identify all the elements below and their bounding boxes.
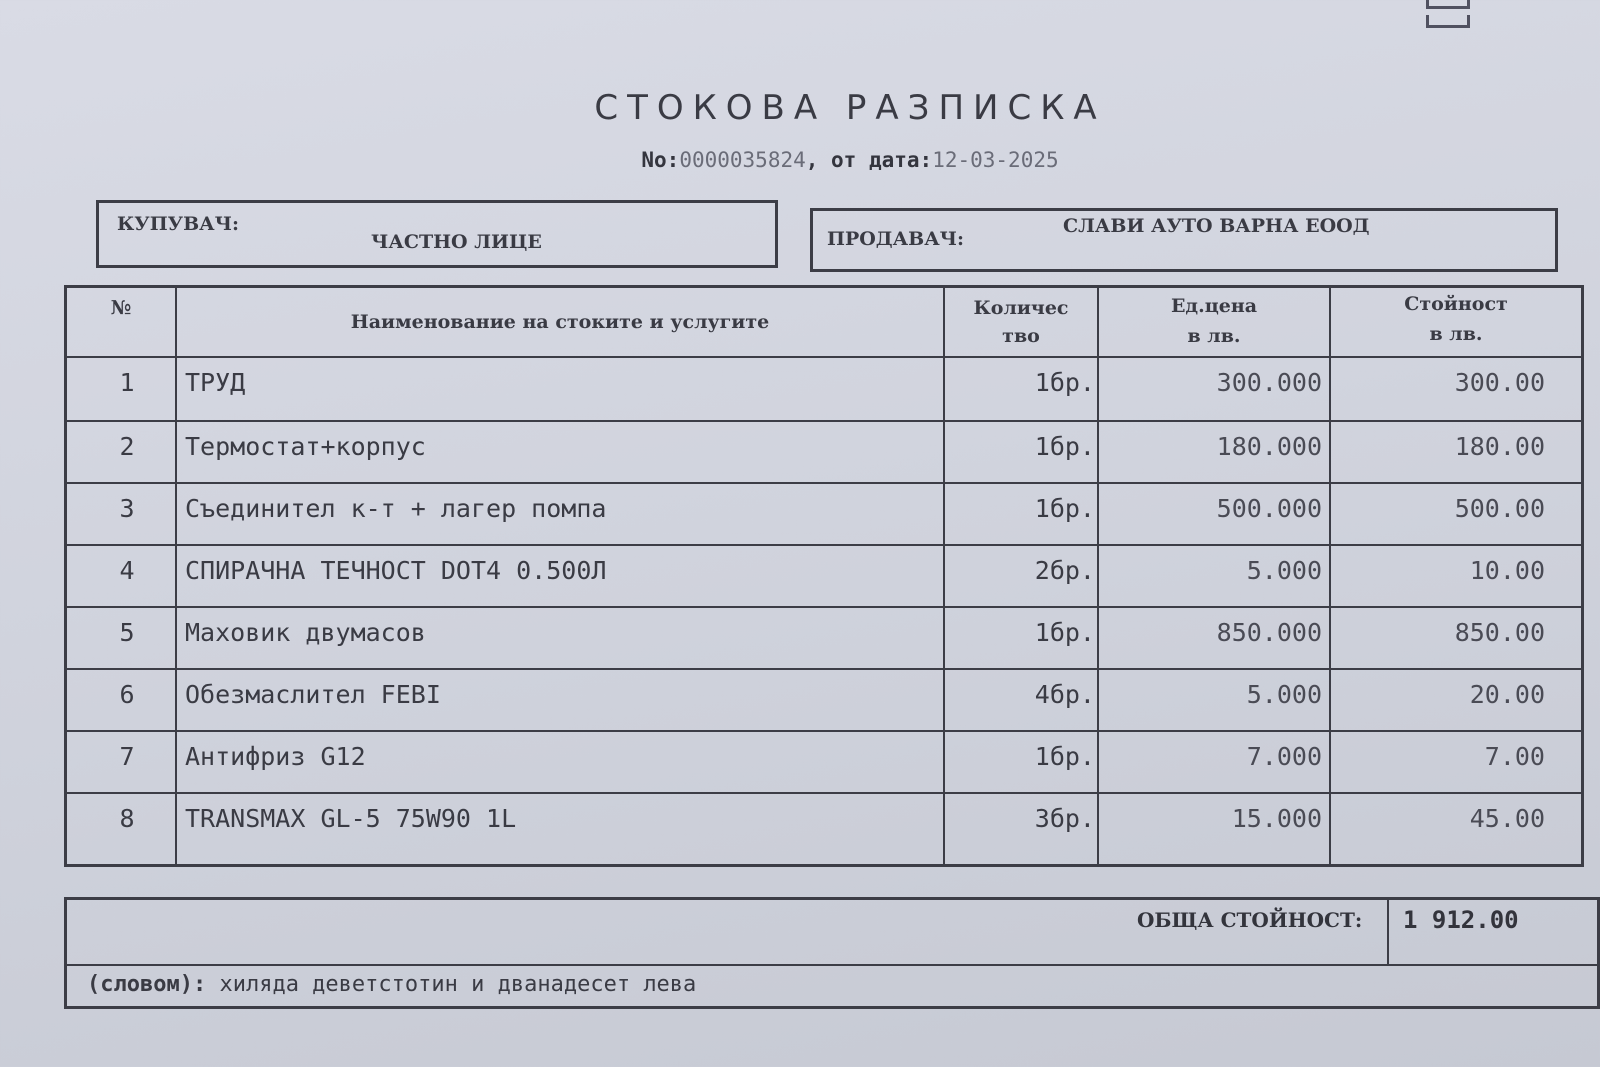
table-row <box>67 358 1581 420</box>
table-row <box>67 732 1581 794</box>
row-number: 7 <box>119 742 135 771</box>
item-total: 500.00 <box>1454 494 1545 523</box>
header-total-line2: в лв. <box>1429 323 1483 345</box>
header-name: Наименование на стоките и услугите <box>350 311 770 333</box>
buyer-label: КУПУВАЧ: <box>117 213 239 235</box>
header-total-line1: Стойност <box>1404 293 1508 315</box>
words-divider <box>67 964 1597 966</box>
item-total: 10.00 <box>1469 556 1545 585</box>
words-label: (словом): <box>87 972 207 997</box>
item-name: Съединител к-т + лагер помпа <box>185 494 607 523</box>
document-date: 12-03-2025 <box>932 148 1059 172</box>
item-total: 180.00 <box>1454 432 1545 461</box>
row-number: 8 <box>119 804 135 833</box>
header-qty-line2: тво <box>1002 325 1040 347</box>
header-no: № <box>110 297 132 319</box>
total-label: ОБЩА СТОЙНОСТ: <box>1137 908 1363 932</box>
item-quantity: 1бр. <box>1034 494 1095 523</box>
total-value: 1 912.00 <box>1403 906 1519 934</box>
item-name: Обезмаслител FEBI <box>185 680 441 709</box>
document-title: СТОКОВА РАЗПИСКА <box>594 88 1106 128</box>
seller-box <box>810 208 1558 272</box>
item-name: Маховик двумасов <box>185 618 426 647</box>
header-price-line1: Ед.цена <box>1170 295 1258 317</box>
item-unit-price: 180.000 <box>1216 432 1322 461</box>
item-name: Термостат+корпус <box>185 432 426 461</box>
date-label: , от дата: <box>805 148 933 172</box>
header-qty-line1: Количес <box>973 297 1069 319</box>
item-unit-price: 500.000 <box>1216 494 1322 523</box>
item-quantity: 1бр. <box>1034 618 1095 647</box>
item-name: ТРУД <box>185 368 246 397</box>
item-total: 300.00 <box>1454 368 1545 397</box>
row-number: 2 <box>119 432 135 461</box>
item-total: 850.00 <box>1454 618 1545 647</box>
item-quantity: 1бр. <box>1034 432 1095 461</box>
number-label: No: <box>641 148 680 172</box>
item-quantity: 1бр. <box>1034 742 1095 771</box>
document-number: 0000035824 <box>679 148 806 172</box>
item-unit-price: 850.000 <box>1216 618 1322 647</box>
item-name: Антифриз G12 <box>185 742 366 771</box>
seller-name: СЛАВИ АУТО ВАРНА ЕООД <box>1063 215 1370 237</box>
item-total: 20.00 <box>1469 680 1545 709</box>
item-unit-price: 7.000 <box>1246 742 1322 771</box>
table-row <box>67 546 1581 608</box>
row-number: 1 <box>119 368 135 397</box>
corner-marks <box>1420 0 1508 8</box>
item-total: 7.00 <box>1484 742 1545 771</box>
item-unit-price: 15.000 <box>1231 804 1322 833</box>
item-unit-price: 300.000 <box>1216 368 1322 397</box>
header-price-line2: в лв. <box>1187 325 1241 347</box>
item-quantity: 1бр. <box>1034 368 1095 397</box>
seller-label: ПРОДАВАЧ: <box>827 228 965 250</box>
item-unit-price: 5.000 <box>1246 556 1322 585</box>
row-number: 6 <box>119 680 135 709</box>
amount-in-words <box>87 972 696 997</box>
item-name: TRANSMAX GL-5 75W90 1L <box>185 804 517 833</box>
table-row <box>67 670 1581 732</box>
row-number: 3 <box>119 494 135 523</box>
item-name: СПИРАЧНА ТЕЧНОСТ DOT4 0.500Л <box>185 556 607 585</box>
buyer-box <box>96 200 778 268</box>
items-table <box>64 285 1584 867</box>
item-quantity: 3бр. <box>1034 804 1095 833</box>
table-row <box>67 484 1581 546</box>
item-quantity: 4бр. <box>1034 680 1095 709</box>
item-quantity: 2бр. <box>1034 556 1095 585</box>
row-number: 4 <box>119 556 135 585</box>
table-row <box>67 608 1581 670</box>
item-total: 45.00 <box>1469 804 1545 833</box>
table-row <box>67 794 1581 856</box>
row-number: 5 <box>119 618 135 647</box>
item-unit-price: 5.000 <box>1246 680 1322 709</box>
total-divider <box>1387 900 1389 964</box>
buyer-name: ЧАСТНО ЛИЦЕ <box>371 231 542 253</box>
total-box <box>64 897 1600 1009</box>
words-value: хиляда деветстотин и дванадесет лева <box>219 972 697 997</box>
table-row <box>67 422 1581 484</box>
document-number-line <box>0 148 1600 172</box>
